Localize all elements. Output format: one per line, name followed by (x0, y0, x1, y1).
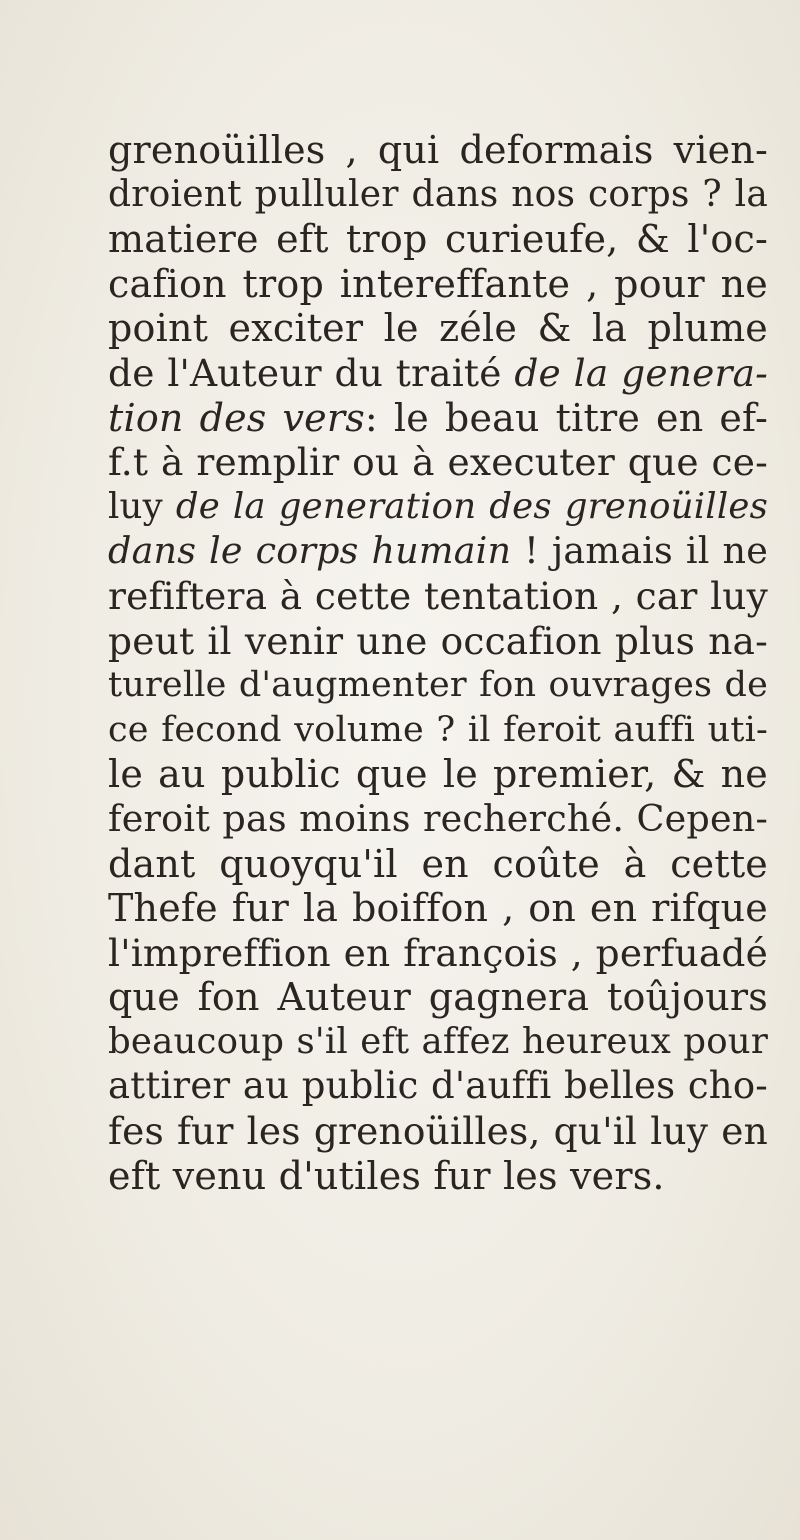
text-segment: eft venu d'utiles fur les vers. (108, 1153, 665, 1198)
text-segment: l'impreffion en françois , perfuadé (108, 930, 768, 975)
text-segment: le au public que le premier, & ne (108, 752, 768, 797)
text-line (108, 708, 768, 753)
text-segment: cafion trop intereffante , pour ne (108, 261, 768, 306)
italic-text-segment: de la generation des grenoüilles (175, 485, 769, 527)
text-line (108, 128, 768, 173)
text-segment: ! jamais il ne (511, 529, 768, 573)
text-line (108, 1109, 768, 1154)
text-line (108, 842, 768, 887)
text-segment: beaucoup s'il eft affez heureux pour (108, 1020, 768, 1062)
text-segment: fes fur les grenoüilles, qu'il luy en (108, 1109, 768, 1154)
text-line (108, 1020, 768, 1065)
text-segment: grenoüilles , qui deformais vien- (108, 128, 768, 172)
text-line (108, 975, 768, 1020)
text-line (108, 173, 768, 218)
text-line (108, 619, 768, 664)
text-segment: feroit pas moins recherché. Cepen- (108, 796, 768, 840)
italic-text-segment: dans le corps humain (108, 529, 512, 573)
text-line (108, 752, 768, 797)
text-line (108, 440, 768, 485)
text-line (108, 1154, 768, 1199)
text-segment: point exciter le zéle & la plume (108, 306, 768, 351)
text-line (108, 351, 768, 396)
text-line (108, 529, 768, 574)
text-segment: f.t à remplir ou à executer que ce- (108, 440, 768, 485)
text-line (108, 886, 768, 931)
text-line (108, 931, 768, 976)
text-segment: Thefe fur la boiffon , on en rifque (108, 886, 768, 931)
italic-text-segment: de la genera- (514, 350, 769, 395)
text-line (108, 396, 768, 441)
text-line (108, 217, 768, 262)
text-line (108, 574, 768, 619)
text-segment: luy (108, 485, 176, 527)
text-segment: que fon Auteur gagnera toûjours (108, 975, 768, 1020)
text-segment: ce fecond volume ? il feroit auffi uti- (108, 709, 768, 750)
italic-text-segment: tion des vers (108, 395, 365, 440)
body-text (108, 128, 768, 1198)
text-segment: : le beau titre en ef- (364, 395, 768, 440)
text-segment: matiere eft trop curieufe, & l'oc- (108, 217, 768, 262)
text-segment: de l'Auteur du traité (108, 350, 515, 395)
text-segment: turelle d'augmenter fon ouvrages de (108, 665, 768, 706)
text-segment: droient pulluler dans nos corps ? la (108, 173, 768, 215)
text-line (108, 1064, 768, 1109)
text-line (108, 306, 768, 351)
text-line (108, 663, 768, 708)
text-line (108, 262, 768, 307)
text-line (108, 797, 768, 842)
text-line (108, 485, 768, 530)
text-segment: refiftera à cette tentation , car luy (108, 573, 768, 618)
text-segment: peut il venir une occafion plus na- (108, 618, 768, 663)
text-segment: dant quoyqu'il en coûte à cette (108, 841, 768, 886)
text-segment: attirer au public d'auffi belles cho- (108, 1064, 768, 1108)
